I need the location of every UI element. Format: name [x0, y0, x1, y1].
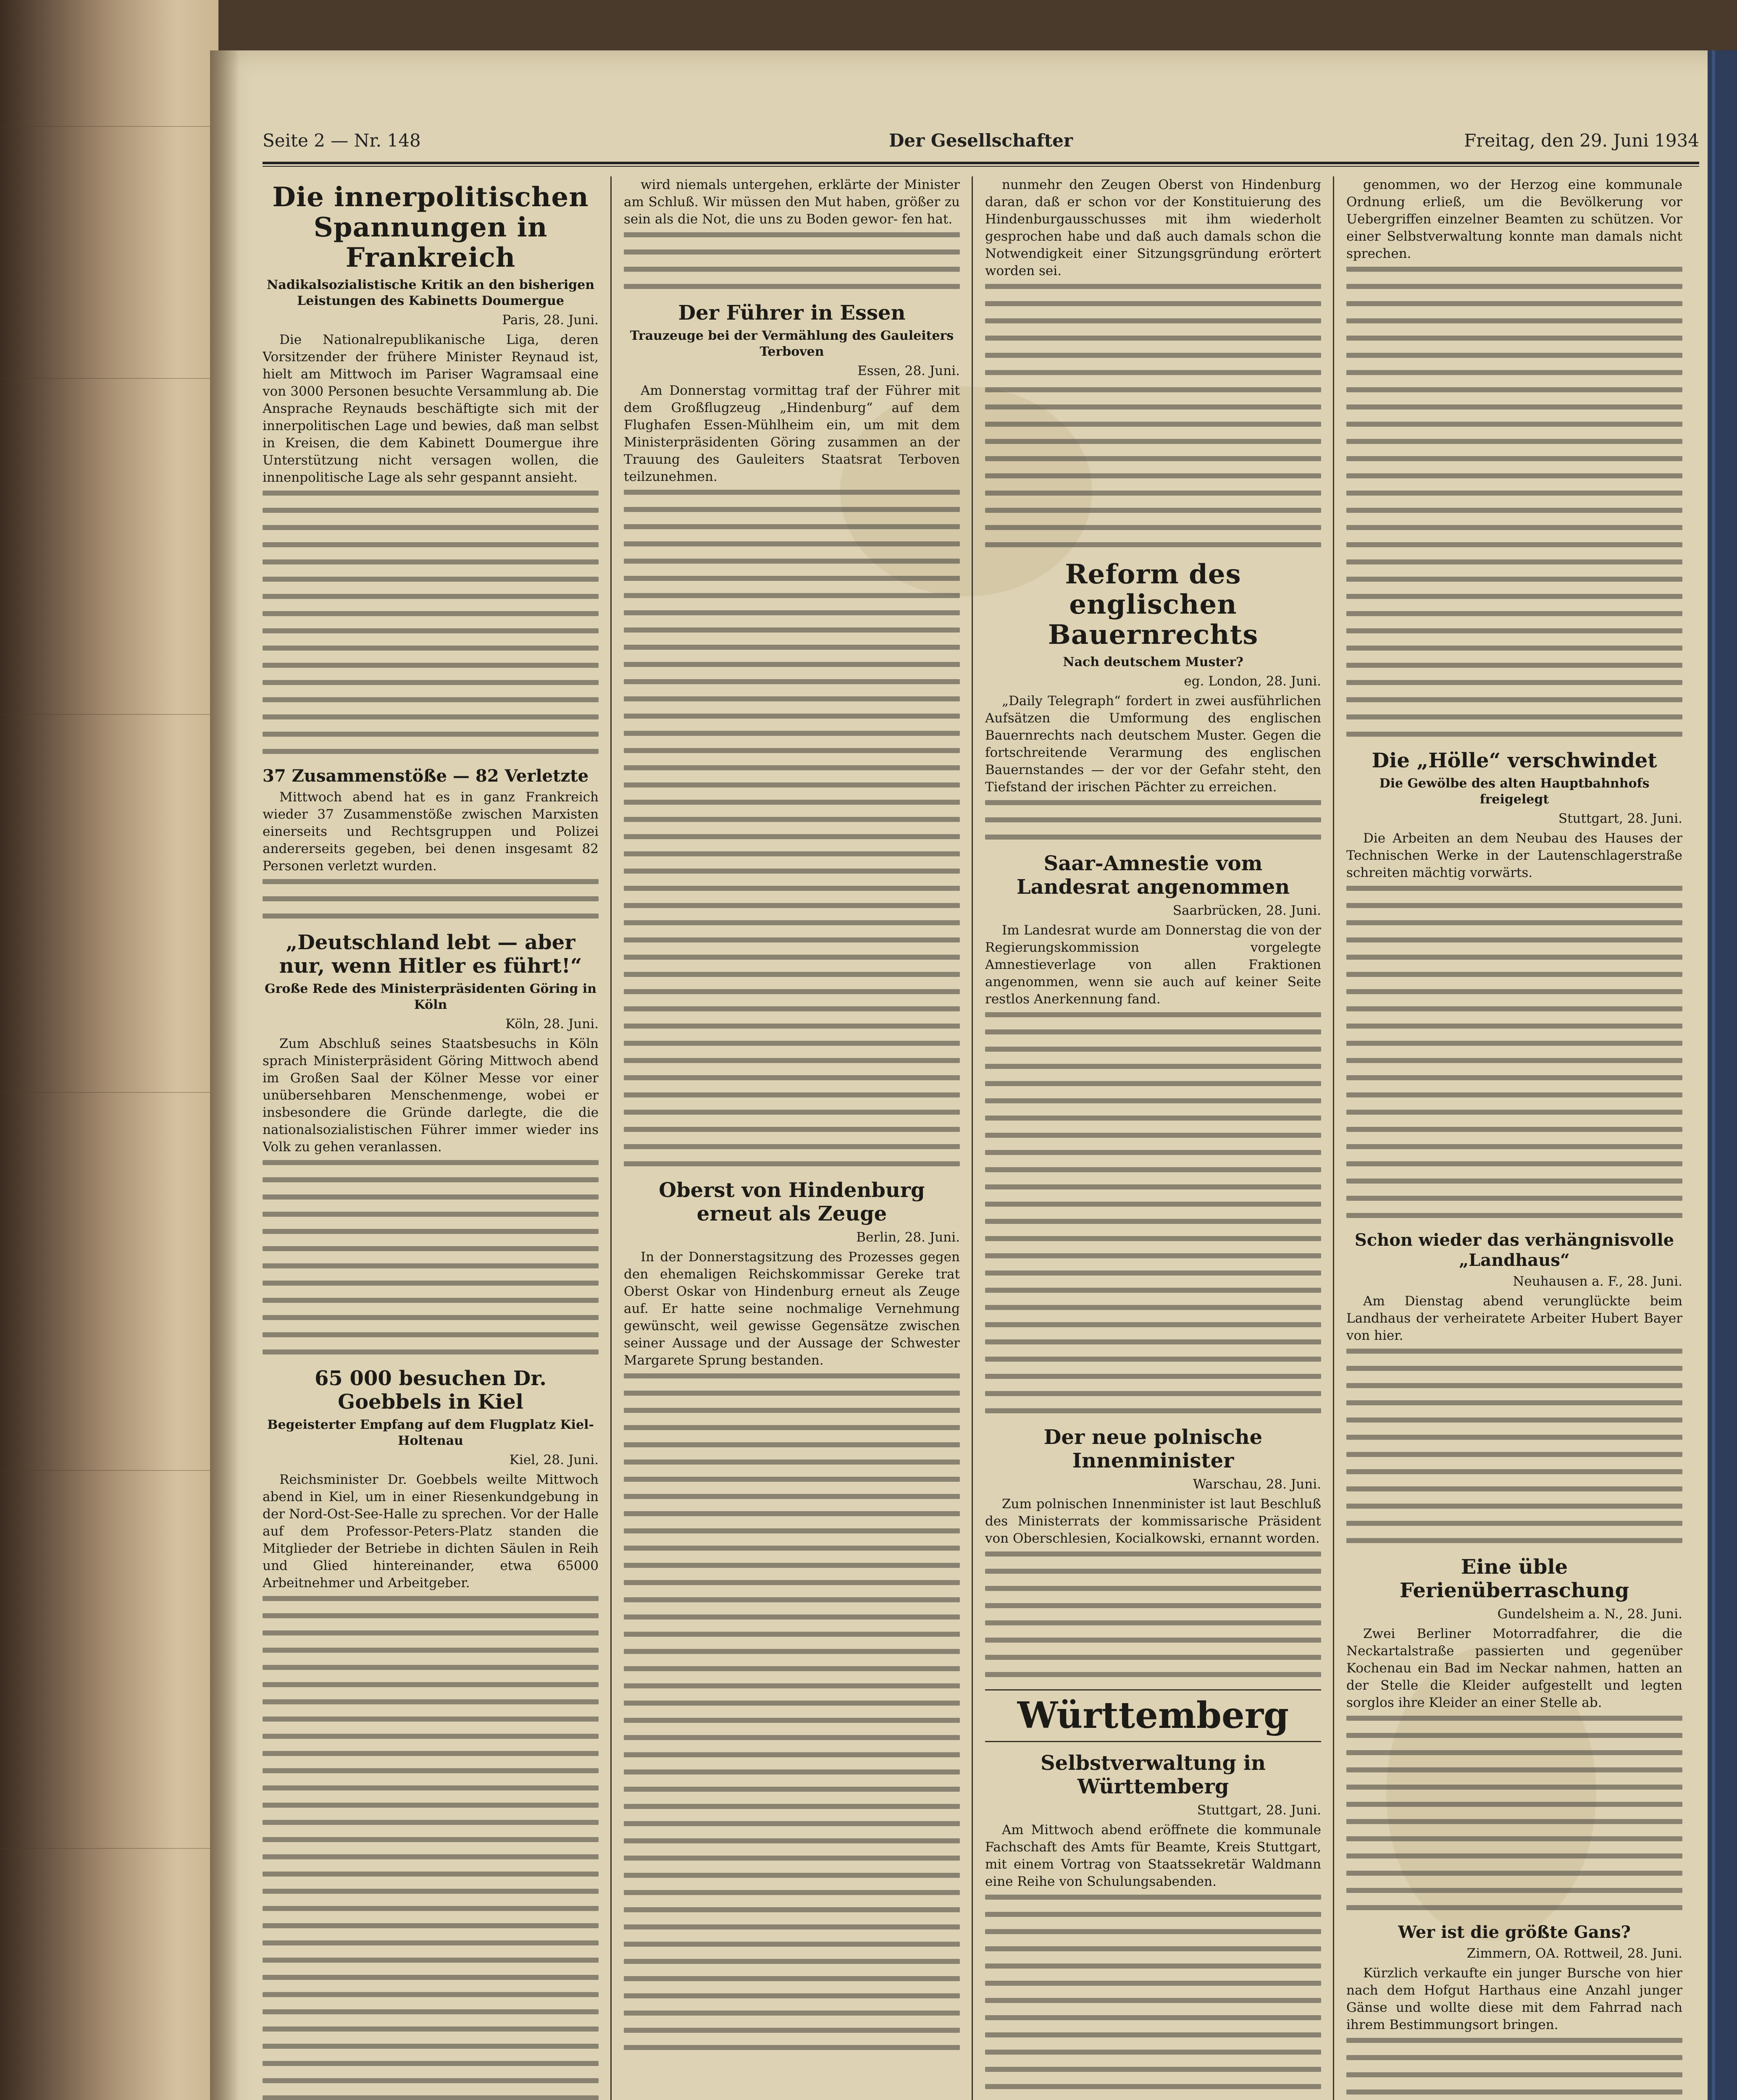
article-headline: Schon wieder das verhängnisvolle „Landhaus“	[1354, 1230, 1674, 1270]
article-headline: Eine üble Ferienüberraschung	[1399, 1555, 1629, 1602]
article-text: Am Dienstag abend verunglückte beim Landhaus der verheiratete Arbeiter Hubert Bayer von hier.	[1346, 1294, 1682, 1343]
article-headline: Reform des englischen Bauernrechts	[1048, 559, 1259, 651]
dateline: Saarbrücken, 28. Juni.	[1172, 903, 1321, 918]
article-headline: Selbstverwaltung in Württemberg	[1041, 1751, 1266, 1798]
dateline: Kiel, 28. Juni.	[509, 1452, 599, 1467]
article-headline: Die innerpolitischen Spannungen in Frankreich	[272, 181, 589, 273]
text-lines	[624, 1373, 960, 2050]
dateline: Paris, 28. Juni.	[502, 312, 599, 328]
issue-date: Freitag, den 29. Juni 1934	[1464, 130, 1699, 151]
column-divider	[972, 176, 973, 2100]
article-text: Die Nationalrepublikanische Liga, deren Vorsitzender der frühere Minister Reynaud ist, hielt am Mittwoch im Pariser Wagramsaal eine von 3000 Personen besuchte Versammlung ab. Die Ansprache Reynauds beschäftigte sich mit der innerpolitischen Lage und bewies, daß man selbst in Kreisen, die dem Kabinett Doumergue ihre Unterstützung nicht versagen wollen, die innenpolitische Lage als sehr gespannt ansieht.	[263, 332, 599, 485]
article-text: In der Donnerstagsitzung des Prozesses gegen den ehemaligen Reichskommissar Gereke trat Oberst Oskar von Hindenburg erneut als Zeuge auf. Er hatte seine nochmalige Vernehmung gewünscht, weil gewisse Gegensätze zwischen seiner Aussage und der Aussage der Schwester Margarete Sprung bestanden.	[624, 1250, 960, 1368]
text-lines	[1346, 886, 1682, 1218]
article-subhead: Trauzeuge bei der Vermählung des Gauleiters Terboven	[630, 328, 954, 359]
article-text: Im Landesrat wurde am Donnerstag die von der Regierungskommission vorgelegte Amnestieverlage von allen Fraktionen angenommen, wenn sie auch auf keiner Seite restlos Anerkennung fand.	[985, 923, 1321, 1007]
column-divider	[610, 176, 612, 2100]
column-4	[1346, 176, 1682, 2100]
text-lines	[263, 1160, 599, 1354]
text-lines	[1346, 2038, 1682, 2100]
article-text: wird niemals untergehen, erklärte der Minister am Schluß. Wir müssen den Mut haben, größer zu sein als die Not, die uns zu Boden gewor- fen hat.	[624, 177, 960, 227]
article-headline: Die „Hölle“ verschwindet	[1372, 749, 1657, 772]
dateline: Warschau, 28. Juni.	[1193, 1477, 1321, 1492]
newspaper-page	[210, 50, 1737, 2100]
header-rule	[263, 162, 1699, 164]
article-text: Am Mittwoch abend eröffnete die kommunale Fachschaft des Amts für Beamte, Kreis Stuttgart, mit einem Vortrag von Staatssekretär Waldmann eine Reihe von Schulungsabenden.	[985, 1822, 1321, 1889]
column-2	[624, 176, 960, 2100]
article-text: Am Donnerstag vormittag traf der Führer mit dem Großflugzeug „Hindenburg“ auf dem Flughafen Essen-Mühlheim ein, um mit dem Ministerpräsidenten Göring zusammen an der Trauung des Gauleiters Staatsrat Terboven teilzunehmen.	[624, 383, 960, 484]
article-text: Zum Abschluß seines Staatsbesuchs in Köln sprach Ministerpräsident Göring Mittwoch abend im Großen Saal der Kölner Messe vor einer unübersehbaren Menschenmenge, wobei er insbesondere die Gründe darlegte, die die nationalsozialistischen Führer immer wieder ins Volk zu gehen veranlassen.	[263, 1036, 599, 1155]
masthead: Der Gesellschafter	[888, 130, 1073, 151]
article-text: Reichsminister Dr. Goebbels weilte Mittwoch abend in Kiel, um in einer Riesenkundgebung in der Nord-Ost-See-Halle zu sprechen. Vor der Halle auf dem Professor-Peters-Platz standen die Mitglieder der Betriebe in dichten Säulen in Reih und Glied hintereinander, etwa 65000 Arbeitnehmer und Arbeitgeber.	[263, 1472, 599, 1591]
column-1	[263, 176, 599, 2100]
article-headline: 37 Zusammenstöße — 82 Verletzte	[263, 766, 589, 786]
article-text: Zum polnischen Innenminister ist laut Beschluß des Ministerrats der kommissarische Präsident von Oberschlesien, Kocialkowski, ernannt worden.	[985, 1496, 1321, 1546]
text-lines	[985, 284, 1321, 547]
article-subhead: Große Rede des Ministerpräsidenten Göring in Köln	[265, 982, 597, 1012]
dateline: Köln, 28. Juni.	[505, 1016, 599, 1032]
page-number: Seite 2 — Nr. 148	[263, 130, 421, 151]
article-headline: Der neue polnische Innenminister	[1043, 1425, 1263, 1473]
article-text: Zwei Berliner Motorradfahrer, die die Neckartalstraße passierten und gegenüber Kochenau ein Bad im Neckar nahmen, hatten an der Stelle die Kleider aufgestellt und legten sorglos ihre Kleider an einer Stelle ab.	[1346, 1626, 1682, 1710]
article-text: genommen, wo der Herzog eine kommunale Ordnung erließ, um die Bevölkerung vor Uebergriffen einzelner Beamten zu schützen. Vor einer Selbstverwaltung konnte man damals nicht sprechen.	[1346, 177, 1682, 261]
dateline: Essen, 28. Juni.	[857, 363, 960, 378]
article-text: Mittwoch abend hat es in ganz Frankreich wieder 37 Zusammenstöße zwischen Marxisten einerseits und Rechtsgruppen und Polizei andererseits gegeben, bei denen insgesamt 82 Personen verletzt wurden.	[263, 790, 599, 874]
article-subhead: Die Gewölbe des alten Hauptbahnhofs freigelegt	[1379, 776, 1650, 807]
text-lines	[624, 232, 960, 289]
text-lines	[985, 1012, 1321, 1413]
text-lines	[263, 491, 599, 754]
article-headline: 65 000 besuchen Dr. Goebbels in Kiel	[315, 1367, 547, 1414]
article-headline: Oberst von Hindenburg erneut als Zeuge	[659, 1179, 925, 1226]
text-lines	[985, 800, 1321, 840]
column-3	[985, 176, 1321, 2100]
text-lines	[1346, 1349, 1682, 1543]
dateline: Zimmern, OA. Rottweil, 28. Juni.	[1466, 1946, 1682, 1961]
article-headline: Wer ist die größte Gans?	[1398, 1922, 1631, 1942]
dateline: Gundelsheim a. N., 28. Juni.	[1497, 1606, 1682, 1622]
article-subhead: Nadikalsozialistische Kritik an den bisherigen Leistungen des Kabinetts Doumergue	[266, 278, 595, 308]
text-lines	[1346, 1716, 1682, 1910]
text-lines	[624, 490, 960, 1166]
text-lines	[263, 879, 599, 919]
article-headline: Saar-Amnestie vom Landesrat angenommen	[1016, 852, 1290, 899]
article-subhead: Nach deutschem Muster?	[1063, 655, 1243, 669]
book-page-edges	[0, 0, 218, 2100]
dateline: Stuttgart, 28. Juni.	[1197, 1803, 1321, 1818]
article-headline: Der Führer in Essen	[678, 301, 906, 325]
text-lines	[263, 1596, 599, 2100]
text-lines	[985, 1895, 1321, 2100]
dateline: Neuhausen a. F., 28. Juni.	[1513, 1274, 1682, 1289]
article-headline: „Deutschland lebt — aber nur, wenn Hitler es führt!“	[279, 931, 582, 978]
article-text: Die Arbeiten an dem Neubau des Hauses der Technischen Werke in der Lautenschlagerstraße schreiten mächtig vorwärts.	[1346, 831, 1682, 880]
section-heading: Württemberg	[985, 1689, 1321, 1742]
text-lines	[1346, 267, 1682, 737]
page-header	[263, 130, 1699, 164]
text-lines	[985, 1551, 1321, 1677]
header-rule-thin	[263, 166, 1699, 167]
article-text: „Daily Telegraph“ fordert in zwei ausführlichen Aufsätzen die Umformung des englischen Bauernrechts nach deutschem Muster. Gegen die fortschreitende Verarmung des englischen Bauernstandes — der vor der Gefahr steht, den Tiefstand der irischen Pächter zu erreichen.	[985, 693, 1321, 795]
article-text: Kürzlich verkaufte ein junger Bursche von hier nach dem Hofgut Harthaus eine Anzahl junger Gänse und wollte diese mit dem Fahrrad nach ihrem Bestimmungsort bringen.	[1346, 1966, 1682, 2032]
dateline: Berlin, 28. Juni.	[856, 1230, 960, 1245]
article-subhead: Begeisterter Empfang auf dem Flugplatz Kiel-Holtenau	[267, 1418, 594, 1448]
gutter-shadow	[210, 50, 239, 2100]
dateline: eg. London, 28. Juni.	[1184, 674, 1321, 689]
binding-edge	[1708, 50, 1737, 2100]
article-text: nunmehr den Zeugen Oberst von Hindenburg daran, daß er schon vor der Konstituierung des Hindenburgausschusses mit ihm wiederholt gesprochen habe und daß auch damals schon die Notwendigkeit einer Sitzungsgründung erörtert worden sei.	[985, 177, 1321, 278]
column-divider	[1333, 176, 1334, 2100]
dateline: Stuttgart, 28. Juni.	[1558, 811, 1682, 826]
